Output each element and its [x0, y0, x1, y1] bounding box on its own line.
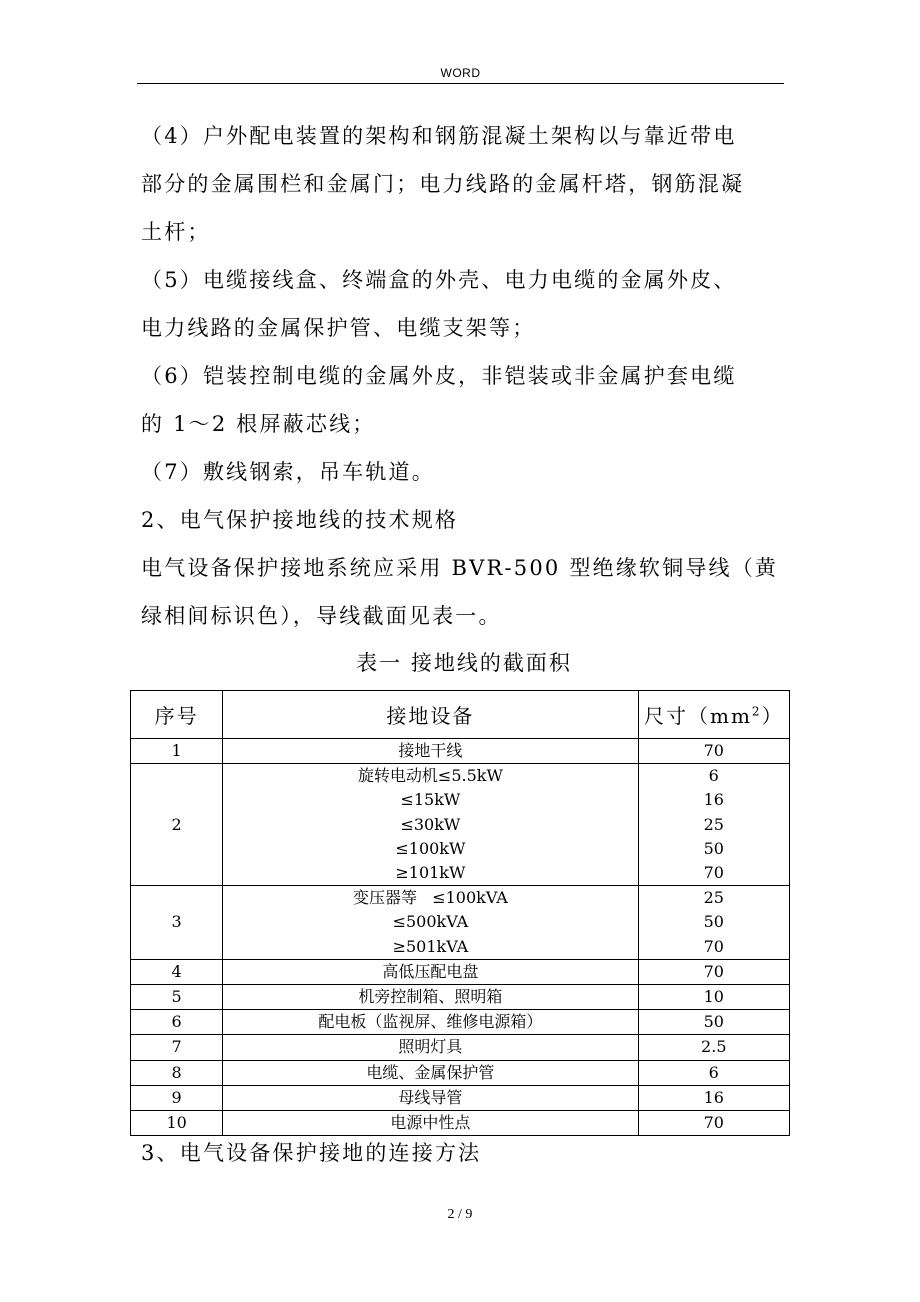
cell-seq: 9 — [131, 1085, 223, 1110]
table-row — [131, 1060, 790, 1085]
header-size-prefix: 尺寸（mm — [643, 704, 752, 728]
cell-seq: 5 — [131, 985, 223, 1010]
paragraph-line: （6）铠装控制电缆的金属外皮，非铠装或非金属护套电缆 — [141, 364, 737, 388]
header-rule — [137, 83, 784, 84]
cell-seq: 1 — [131, 739, 223, 764]
size-line: 50 — [703, 838, 724, 858]
cell-size: 50 — [638, 1010, 789, 1035]
section-heading: 3、电气设备保护接地的连接方法 — [141, 1141, 482, 1165]
cell-size: 70 — [638, 1111, 789, 1136]
device-line: ≥101kW — [395, 863, 466, 883]
cell-device — [223, 764, 638, 886]
table-row — [131, 1085, 790, 1110]
cell-size — [638, 764, 789, 886]
table-caption: 表一 接地线的截面积 — [356, 651, 572, 675]
cell-seq: 6 — [131, 1010, 223, 1035]
cell-device: 电缆、金属保护管 — [223, 1060, 638, 1085]
grounding-spec-table — [130, 690, 790, 1136]
cell-size: 10 — [638, 985, 789, 1010]
cell-size: 16 — [638, 1085, 789, 1110]
cell-device: 母线导管 — [223, 1085, 638, 1110]
paragraph-line: （4）户外配电装置的架构和钢筋混凝土架构以与靠近带电 — [141, 124, 737, 148]
header-size-suffix: ） — [761, 704, 784, 728]
table-row — [131, 1111, 790, 1136]
paragraph-line: （5）电缆接线盒、终端盒的外壳、电力电缆的金属外皮、 — [141, 268, 737, 292]
device-line: 变压器等 ≤100kVA — [352, 888, 508, 908]
table-row — [131, 1010, 790, 1035]
cell-seq: 7 — [131, 1035, 223, 1060]
cell-device: 机旁控制箱、照明箱 — [223, 985, 638, 1010]
cell-seq: 2 — [131, 764, 223, 886]
header-device: 接地设备 — [223, 691, 638, 739]
paragraph-line: 电气设备保护接地系统应采用 BVR-500 型绝缘软铜导线（黄 — [141, 556, 779, 580]
table-row — [131, 1035, 790, 1060]
cell-size: 6 — [638, 1060, 789, 1085]
table-header-row — [131, 691, 790, 739]
paragraph-line: 电力线路的金属保护管、电缆支架等； — [141, 316, 536, 340]
table-row — [131, 764, 790, 886]
table-row — [131, 886, 790, 960]
page-header: WORD — [440, 66, 481, 80]
cell-size: 70 — [638, 739, 789, 764]
cell-device: 高低压配电盘 — [223, 959, 638, 984]
cell-device — [223, 886, 638, 960]
device-line: ≤500kVA — [392, 912, 469, 932]
cell-seq: 3 — [131, 886, 223, 960]
size-line: 50 — [703, 912, 724, 932]
cell-device: 照明灯具 — [223, 1035, 638, 1060]
size-line: 16 — [703, 790, 724, 810]
section-heading: 2、电气保护接地线的技术规格 — [141, 508, 459, 532]
paragraph-line: 绿相间标识色），导线截面见表一。 — [141, 604, 502, 628]
size-line: 25 — [703, 888, 724, 908]
paragraph-line: （7）敷线钢索，吊车轨道。 — [141, 460, 435, 484]
cell-seq: 8 — [131, 1060, 223, 1085]
size-line: 25 — [703, 814, 724, 834]
paragraph-line: 的 1～2 根屏蔽芯线； — [141, 412, 376, 436]
cell-seq: 10 — [131, 1111, 223, 1136]
cell-device: 接地干线 — [223, 739, 638, 764]
cell-size: 2.5 — [638, 1035, 789, 1060]
table-row — [131, 739, 790, 764]
device-line: 旋转电动机≤5.5kW — [357, 766, 503, 786]
paragraph-line: 部分的金属围栏和金属门；电力线路的金属杆塔，钢筋混凝 — [141, 172, 745, 196]
paragraph-line: 土杆； — [141, 220, 211, 244]
device-line: ≤30kW — [400, 814, 461, 834]
cell-size: 70 — [638, 959, 789, 984]
page-number: 2 / 9 — [447, 1207, 473, 1222]
device-line: ≤15kW — [400, 790, 461, 810]
header-size-sup: 2 — [751, 704, 762, 719]
size-line: 6 — [708, 766, 719, 786]
body-text — [141, 112, 787, 640]
cell-seq: 4 — [131, 959, 223, 984]
header-size — [638, 691, 789, 739]
cell-device: 配电板（监视屏、维修电源箱） — [223, 1010, 638, 1035]
size-line: 70 — [703, 863, 724, 883]
device-line: ≥501kVA — [392, 936, 469, 956]
device-line: ≤100kW — [395, 838, 466, 858]
cell-size — [638, 886, 789, 960]
cell-device: 电源中性点 — [223, 1111, 638, 1136]
size-line: 70 — [703, 936, 724, 956]
table-row — [131, 985, 790, 1010]
header-seq: 序号 — [131, 691, 223, 739]
table-row — [131, 959, 790, 984]
